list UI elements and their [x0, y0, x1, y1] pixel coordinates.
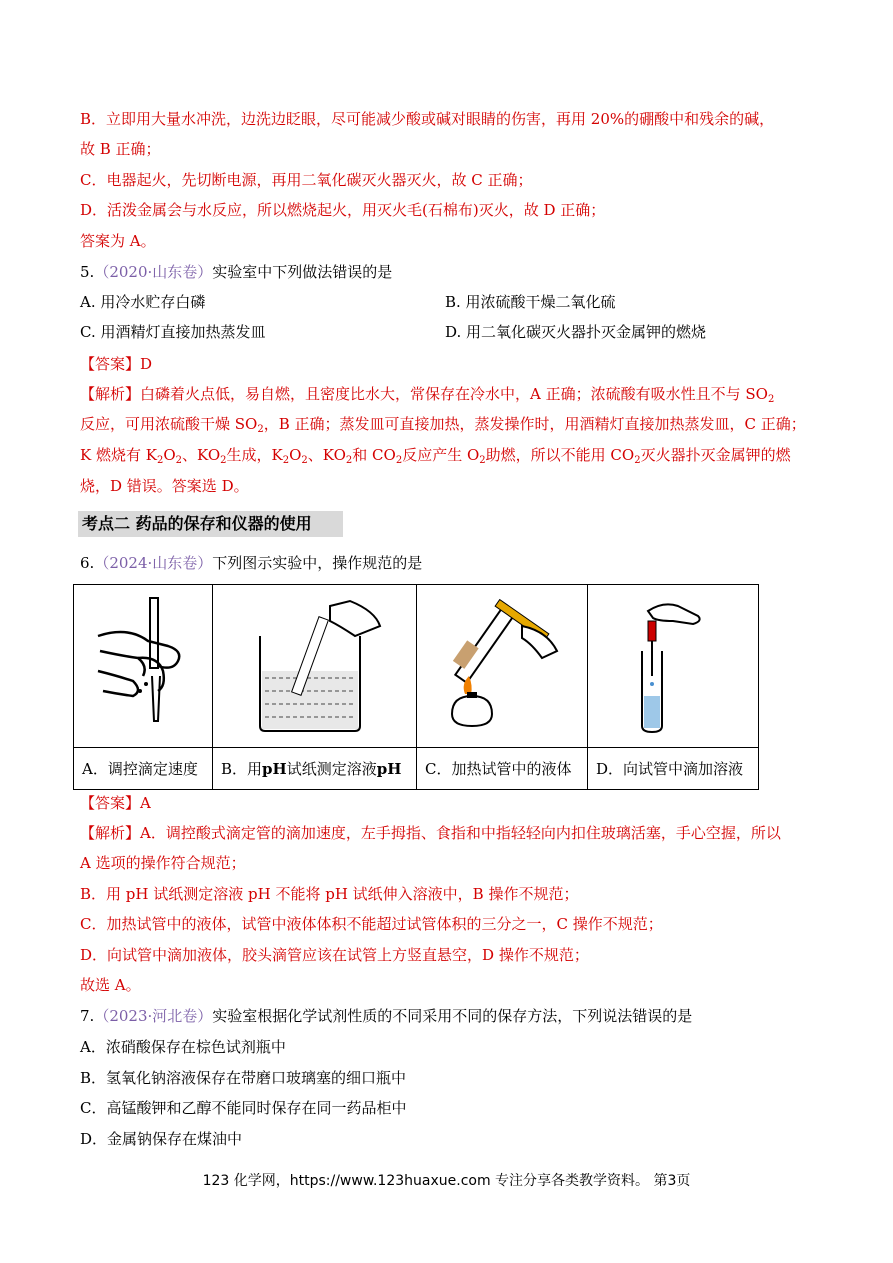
- question-stem: 实验室根据化学试剂性质的不同采用不同的保存方法，下列说法错误的是: [212, 1007, 693, 1025]
- prev-answer: 答案为 A。: [80, 232, 156, 250]
- q6-analysis-line6: 故选 A。: [80, 976, 141, 994]
- question-number: 5.: [80, 263, 95, 281]
- option-a-caption: A．调控滴定速度: [74, 748, 213, 790]
- prev-explanation-b-line1: B．立即用大量水冲洗，边洗边眨眼，尽可能减少酸或碱对眼睛的伤害，再用 20%的硼酸中和残余的碱，: [80, 110, 775, 128]
- option-c-caption: C．加热试管中的液体: [417, 748, 588, 790]
- beaker-ph-paper-icon: [245, 596, 385, 736]
- prev-explanation-c: C．电器起火，先切断电源，再用二氧化碳灭火器灭火，故 C 正确；: [80, 171, 533, 189]
- question-number: 6.: [80, 554, 95, 572]
- question-stem: 下列图示实验中，操作规范的是: [212, 554, 423, 572]
- question-stem: 实验室中下列做法错误的是: [212, 263, 393, 281]
- q7-option-a: A．浓硝酸保存在棕色试剂瓶中: [80, 1038, 286, 1056]
- question-7: [80, 1006, 692, 1026]
- q6-analysis-line5: D．向试管中滴加液体，胶头滴管应该在试管上方竖直悬空，D 操作不规范；: [80, 946, 589, 964]
- q7-option-c: C．高锰酸钾和乙醇不能同时保存在同一药品柜中: [80, 1099, 407, 1117]
- q7-option-d: D．金属钠保存在煤油中: [80, 1130, 243, 1148]
- prev-explanation-b-line2: 故 B 正确；: [80, 140, 161, 158]
- q6-analysis-line2: A 选项的操作符合规范；: [80, 854, 246, 872]
- question-source: （2023·河北卷）: [94, 1007, 213, 1025]
- question-number: 7.: [80, 1007, 95, 1025]
- q6-analysis-line4: C．加热试管中的液体，试管中液体体积不能超过试管体积的三分之一，C 操作不规范；: [80, 915, 663, 933]
- q5-answer: 【答案】D: [80, 355, 153, 373]
- burette-hand-icon: [88, 596, 198, 736]
- option-b-caption: B．用pH试纸测定溶液pH: [213, 748, 417, 790]
- option-a-image: [74, 585, 213, 748]
- option-d-image: [588, 585, 759, 748]
- question-source: （2024·山东卷）: [94, 554, 213, 572]
- q6-analysis-line1: 【解析】A．调控酸式滴定管的滴加速度，左手拇指、食指和中指轻轻向内扣住玻璃活塞，手心空握，所以: [80, 824, 781, 842]
- question-5: [80, 262, 392, 282]
- page-footer: 123 化学网，https://www.123huaxue.com 专注分享各类教学资料。 第3页: [202, 1173, 691, 1189]
- q5-analysis-line4: 烧，D 错误。答案选 D。: [80, 477, 249, 495]
- prev-explanation-d: D．活泼金属会与水反应，所以燃烧起火，用灭火毛(石棉布)灭火，故 D 正确；: [80, 201, 606, 219]
- q6-answer: 【答案】A: [80, 794, 151, 812]
- question-6: [80, 553, 422, 573]
- option-d-caption: D．向试管中滴加溶液: [588, 748, 759, 790]
- q5-analysis-line3: K 燃烧有 $K_2O_2$、$KO_2$生成，$K_2O_2$、$KO_2$和 $CO_2$反应产生 $O_2$助燃，所以不能用 $CO_2$灭火器扑灭金属钾的燃: [80, 446, 791, 466]
- q5-analysis-line1: 【解析】白磷着火点低，易自燃，且密度比水大，常保存在冷水中，A 正确；浓硫酸有吸水性且不与 $SO_2$: [80, 385, 775, 405]
- heating-test-tube-icon: [437, 596, 567, 736]
- section-title: 考点二 药品的保存和仪器的使用: [78, 511, 343, 537]
- dropper-test-tube-icon: [618, 596, 728, 736]
- q7-option-b: B．氢氧化钠溶液保存在带磨口玻璃塞的细口瓶中: [80, 1069, 407, 1087]
- question-source: （2020·山东卷）: [94, 263, 213, 281]
- option-c-image: [417, 585, 588, 748]
- q6-analysis-line3: B．用 pH 试纸测定溶液 pH 不能将 pH 试纸伸入溶液中，B 操作不规范；: [80, 885, 579, 903]
- q5-option-b: B. 用浓硫酸干燥二氧化硫: [445, 293, 616, 311]
- q5-option-d: D. 用二氧化碳灭火器扑灭金属钾的燃烧: [445, 323, 707, 341]
- q5-option-c: C. 用酒精灯直接加热蒸发皿: [80, 323, 266, 341]
- q6-options-table: [73, 584, 759, 790]
- q5-option-a: A. 用冷水贮存白磷: [80, 293, 206, 311]
- option-b-image: [213, 585, 417, 748]
- q5-analysis-line2: 反应，可用浓硫酸干燥 $SO_2$，B 正确；蒸发皿可直接加热，蒸发操作时，用酒精灯直接加热蒸发皿，C 正确；: [80, 415, 806, 435]
